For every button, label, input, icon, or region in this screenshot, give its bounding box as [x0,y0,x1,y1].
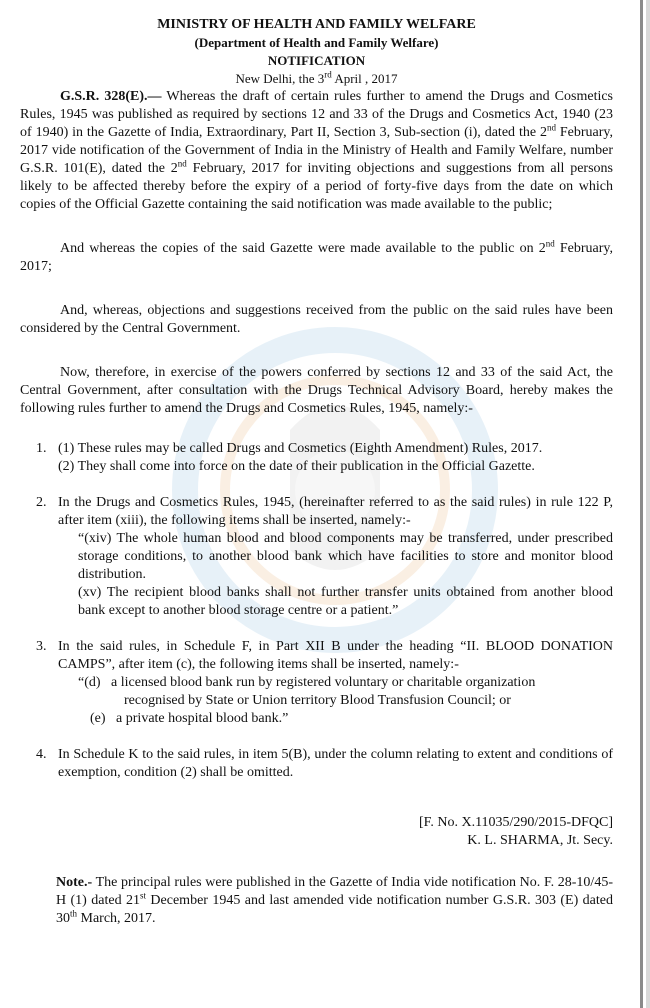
gsr-number: G.S.R. 328(E).— [60,89,162,104]
ministry-heading: MINISTRY OF HEALTH AND FAMILY WELFARE [157,17,476,32]
preamble-paragraph-1: G.S.R. 328(E).— Whereas the draft of certain rules further to amend the Drugs and Cosmetics Rules, 1945 was published as required by sections 12 and 33 of the Drugs and Cosmetics Act, 1940 (23 of 1940) in the Gazette of India, Extraordinary, Part II, Section 3, Sub-section (i), dated the 2nd February, 2017 vide notification of the Government of India in the Ministry of Health and Family Welfare, number G.S.R. 101(E), dated the 2nd February, 2017 for inviting objections and suggestions from all persons likely to be affected thereby before the expiry of a period of forty-five days from the date on which copies of the Official Gazette containing the said notification was made available to the public; [20,89,614,212]
item-xv: (xv) The recipient blood banks shall not further transfer units obtained from another blood bank except to another blood storage centre or a patient.” [78,585,613,618]
item-d: “(d) a licensed blood bank run by registered voluntary or charitable organization recognised by State or Union territory Blood Transfusion Council; or [78,675,536,708]
notification-title: NOTIFICATION [267,53,366,68]
department-heading: (Department of Health and Family Welfare) [194,35,439,50]
note-paragraph: Note.- The principal rules were published in the Gazette of India vide notification No. F. 28-10/45-H (1) dated 21st December 1945 and last amended vide notification number G.S.R. 303 (E) dated 30th March, 2017. [56,875,613,926]
preamble-paragraph-4: Now, therefore, in exercise of the powers conferred by sections 12 and 33 of the said Act, the Central Government, after consultation with the Drugs Technical Advisory Board, hereby makes the following rules further to amend the Drugs and Cosmetics Rules, 1945, namely:- [20,365,613,416]
item-xiv: “(xiv) The whole human blood and blood components may be transferred, under prescribed storage conditions, to another blood bank which have facilities to store and monitor blood distribution. [78,531,613,582]
amendment-item-1: 1. (1) These rules may be called Drugs and Cosmetics (Eighth Amendment) Rules, 2017. (2) They shall come into force on the date of their publication in the Official Gazette. [36,441,543,474]
preamble-paragraph-2: And whereas the copies of the said Gazette were made available to the public on 2nd February, 2017; [20,238,613,274]
amendment-item-3: 3. In the said rules, in Schedule F, in Part XII B under the heading “II. BLOOD DONATION CAMPS”, after item (c), the following items shall be inserted, namely:- “(d) a licensed blood bank run by registered voluntary or charitable organization recognised by State or Union territory Blood Transfusion Council; or (e) a private hospital blood bank.” [36,639,613,726]
amendment-item-4: 4. In Schedule K to the said rules, in item 5(B), under the column relating to extent and conditions of exemption, condition (2) shall be omitted. [36,747,613,780]
file-number: [F. No. X.11035/290/2015-DFQC] [419,815,613,830]
item-e: (e) a private hospital blood bank.” [90,711,289,726]
amendment-item-2: 2. In the Drugs and Cosmetics Rules, 1945, (hereinafter referred to as the said rules) in rule 122 P, after item (xiii), the following items shall be inserted, namely:- “(xiv) The whole human blood and blood components may be transferred, under prescribed storage conditions, to another blood bank which have facilities to store and monitor blood distribution. (xv) The recipient blood banks shall not further transfer units obtained from another blood bank except to another blood storage centre or a patient.” [36,495,613,618]
signatory-name: K. L. SHARMA, Jt. Secy. [467,833,613,848]
amendment-list [20,440,613,782]
preamble-paragraph-3: And, whereas, objections and suggestions received from the public on the said rules have been considered by the Central Government. [20,303,613,336]
window-edge [646,0,650,1008]
notification-date: New Delhi, the 3rd April , 2017 [235,69,398,86]
notification-document [20,16,613,928]
